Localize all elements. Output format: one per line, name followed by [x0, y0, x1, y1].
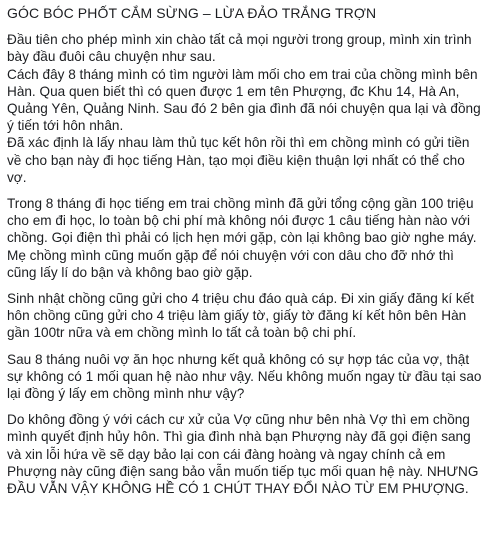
paragraph-6: Sau 8 tháng nuôi vợ ăn học nhưng kết quả không có sự hợp tác của vợ, thật sự không có 1 mối quan hệ nào như vậy. Nếu không muốn ngay từ đầu tại sao lại đồng ý lấy em chồng mình như vậy? — [7, 351, 482, 402]
paragraph-4: Trong 8 tháng đi học tiếng em trai chồng mình đã gửi tổng cộng gần 100 triệu cho em đi học, lo toàn bộ chi phí mà không nói được 1 câu tiếng hàn nào với chồng. Gọi điện thì phải có lịch hẹn mới gặp, còn lại không bao giờ nghe máy. Mẹ chồng mình cũng muốn gặp để nói chuyện với con dâu cho đỡ nhớ thì cũng lấy lí do bận và không bao giờ gặp. — [7, 196, 477, 280]
paragraph-7: Do không đồng ý với cách cư xử của Vợ cũng như bên nhà Vợ thì em chồng mình quyết định hủy hôn. Thì gia đình nhà bạn Phượng này đã gọi điện sang và xin lỗi hứa về sẽ dạy bảo lại con cái đàng hoàng và ngay chính cả em Phượng này cũng điện sang bảo vẫn muốn tiếp tục mối quan hệ này. NHƯNG ĐẦU VẪN VẬY KHÔNG HỀ CÓ 1 CHÚT THAY ĐỔI NÀO TỪ EM PHƯỢNG. — [7, 412, 479, 497]
paragraph-2: Cách đây 8 tháng mình có tìm người làm mối cho em trai của chồng mình bên Hàn. Qua quen biết thì có quen được 1 em tên Phượng, đc Khu 14, Hà An, Quảng Yên, Quảng Ninh. Sau đó 2 bên gia đình đã nói chuyện qua lại và đồng ý tiến tới hôn nhân. — [7, 66, 481, 134]
post-title: GÓC BÓC PHỐT CẮM SỪNG – LỪA ĐẢO TRẮNG TRỢN — [7, 5, 377, 21]
paragraph-3: Đã xác định là lấy nhau làm thủ tục kết hôn rồi thì em chồng mình có gửi tiền về cho bạn này đi học tiếng Hàn, tạo mọi điều kiện thuận lợi nhất có thể cho vợ. — [7, 135, 470, 185]
post-content — [7, 5, 485, 506]
paragraph-1: Đầu tiên cho phép mình xin chào tất cả mọi người trong group, mình xin trình bày đầu đuôi câu chuyện như sau. — [7, 32, 472, 65]
paragraph-5: Sinh nhật chồng cũng gửi cho 4 triệu chu đáo quà cáp. Đi xin giấy đăng kí kết hôn chồng cũng gửi cho 4 triệu làm giấy tờ, giấy tờ đăng kí kết hôn bên Hàn gần 100tr nữa và em chồng mình lo tất cả toàn bộ chi phí. — [7, 291, 475, 341]
